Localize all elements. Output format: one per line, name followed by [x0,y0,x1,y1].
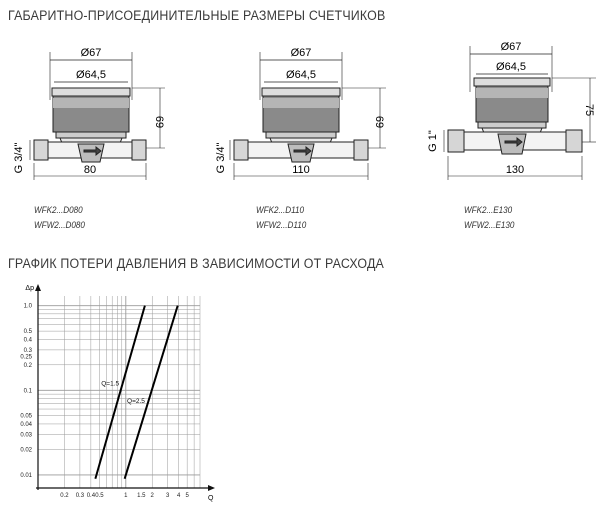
chart-axes [35,284,215,491]
thread-label: G 3/4" [13,142,25,174]
series-label: Q=2.5 [127,398,145,406]
x-tick-label: 0.3 [75,493,85,499]
x-tick-label: 0.5 [95,493,104,499]
model-code: WFW2...E130 [464,220,515,230]
x-axis-label: Q [208,495,214,502]
y-tick-labels [20,304,32,479]
x-tick-label: 4 [176,493,181,499]
x-tick-label: 0.2 [60,493,69,499]
x-axis-arrow [208,485,215,491]
thread-label: G 1" [427,130,439,152]
model-list-d110 [256,203,306,233]
y-tick-label: 0.01 [20,472,32,479]
y-tick-label: 0.4 [23,337,32,344]
model-code: WFW2...D080 [34,220,85,230]
height-label: 69 [153,115,165,129]
y-tick-label: 0.1 [23,388,32,395]
y-tick-label: 0.25 [20,354,32,361]
dimensions-heading: ГАБАРИТНО-ПРИСОЕДИНИТЕЛЬНЫЕ РАЗМЕРЫ СЧЕТЧИКОВ [8,8,386,23]
model-code: WFW2...D110 [256,220,307,230]
outer-diameter-label: Ø67 [290,47,312,59]
length-label: 130 [505,164,525,176]
x-tick-label: 1.5 [137,493,146,499]
y-tick-label: 0.02 [20,447,32,454]
chart-series [95,306,177,479]
inner-diameter-label: Ø64,5 [496,61,526,73]
x-tick-label: 5 [185,493,189,499]
y-tick-label: 0.5 [23,329,32,336]
y-tick-label: 0.04 [20,421,32,428]
height-label: 69 [373,115,385,129]
inner-diameter-label: Ø64,5 [76,69,106,81]
series-label: Q=1.5 [101,380,120,388]
length-label: 80 [83,164,97,176]
length-label: 110 [292,164,310,176]
chart-grid [38,296,200,488]
y-tick-label: 0.2 [23,362,32,369]
meter-drawing-d080 [0,30,170,190]
y-tick-label: 0.3 [23,347,32,354]
pressure-loss-chart [12,282,222,510]
y-axis-label: Δp [25,285,34,292]
series-line [125,306,178,479]
height-label: 75 [583,103,595,117]
thread-label: G 3/4" [215,142,227,174]
x-tick-label: 3 [166,493,170,499]
series-line [95,306,145,479]
model-code: WFK2...D080 [34,205,83,215]
y-tick-label: 1.0 [23,303,32,310]
x-tick-label: 2 [150,493,154,499]
y-tick-label: 0.05 [20,413,32,420]
x-tick-label: 0.4 [86,493,96,499]
meter-drawing-d110 [210,30,390,190]
model-code: WFK2...D110 [256,205,305,215]
pressure-heading: ГРАФИК ПОТЕРИ ДАВЛЕНИЯ В ЗАВИСИМОСТИ ОТ РАСХОДА [8,256,385,271]
model-list-e130 [464,203,514,233]
y-tick-label: 0.03 [20,432,32,439]
x-tick-label: 1 [124,493,128,499]
outer-diameter-label: Ø67 [500,41,522,53]
outer-diameter-label: Ø67 [80,47,102,59]
meter-drawing-e130 [418,30,598,190]
model-code: WFK2...E130 [464,205,513,215]
x-tick-labels [60,493,189,499]
inner-diameter-label: Ø64,5 [286,69,316,81]
model-list-d080 [34,203,85,233]
y-axis-arrow [35,284,41,291]
